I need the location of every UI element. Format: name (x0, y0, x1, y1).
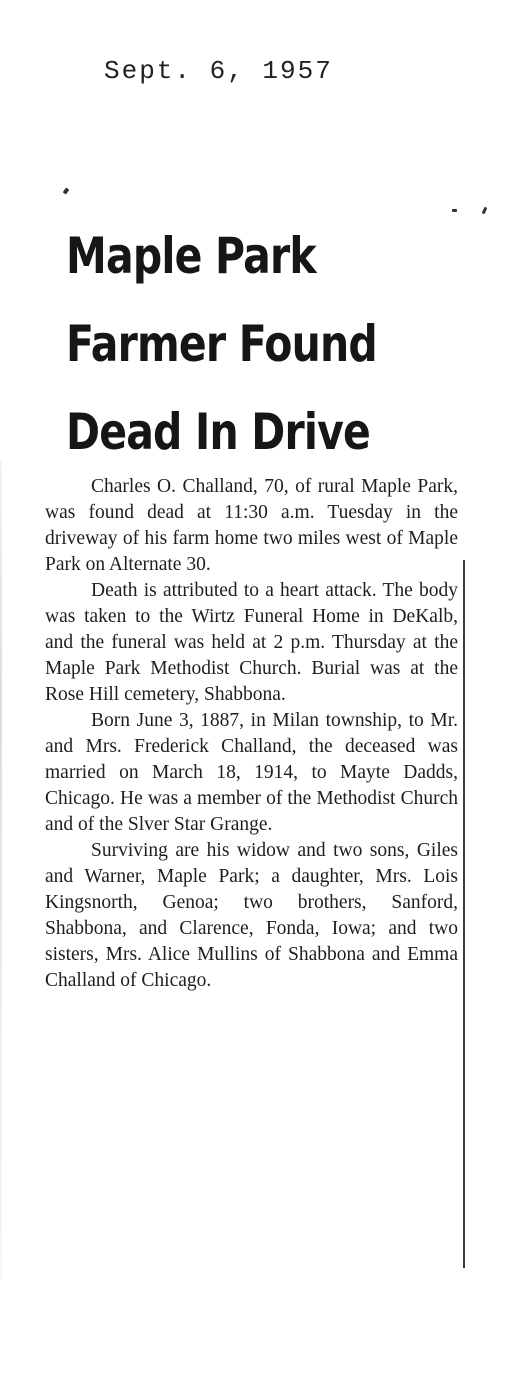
article-paragraph: Charles O. Challand, 70, of rural Maple Park, was found dead at 11:30 a.m. Tuesday in the driveway of his farm home two miles west of Maple Park on Alternate 30. (45, 476, 458, 575)
article-paragraph: Death is attributed to a heart attack. The body was taken to the Wirtz Funeral Home in DeKalb, and the funeral was held at 2 p.m. Thursday at the Maple Park Methodist Church. Burial was at the Rose Hill cemetery, Shabbona. (45, 580, 458, 705)
column-rule (463, 560, 465, 1268)
headline-line: Dead In Drive (66, 403, 371, 461)
print-speck (63, 187, 70, 194)
headline-line: Farmer Found (66, 315, 377, 373)
article-body (45, 474, 458, 994)
print-speck (482, 207, 488, 215)
article-paragraph: Born June 3, 1887, in Milan township, to Mr. and Mrs. Frederick Challand, the deceased was married on March 18, 1914, to Mayte Dadds, Chicago. He was a member of the Methodist Church and of the Slver Star Grange. (45, 710, 458, 835)
article-headline (66, 212, 377, 476)
headline-line: Maple Park (66, 227, 316, 285)
scan-edge-shadow (0, 460, 2, 1280)
typed-date-label: Sept. 6, 1957 (104, 56, 333, 86)
print-speck (452, 209, 457, 212)
article-paragraph: Surviving are his widow and two sons, Giles and Warner, Maple Park; a daughter, Mrs. Lois Kingsnorth, Genoa; two brothers, Sanford, Shabbona, and Clarence, Fonda, Iowa; and two sisters, Mrs. Alice Mullins of Shabbona and Emma Challand of Chicago. (45, 840, 458, 991)
